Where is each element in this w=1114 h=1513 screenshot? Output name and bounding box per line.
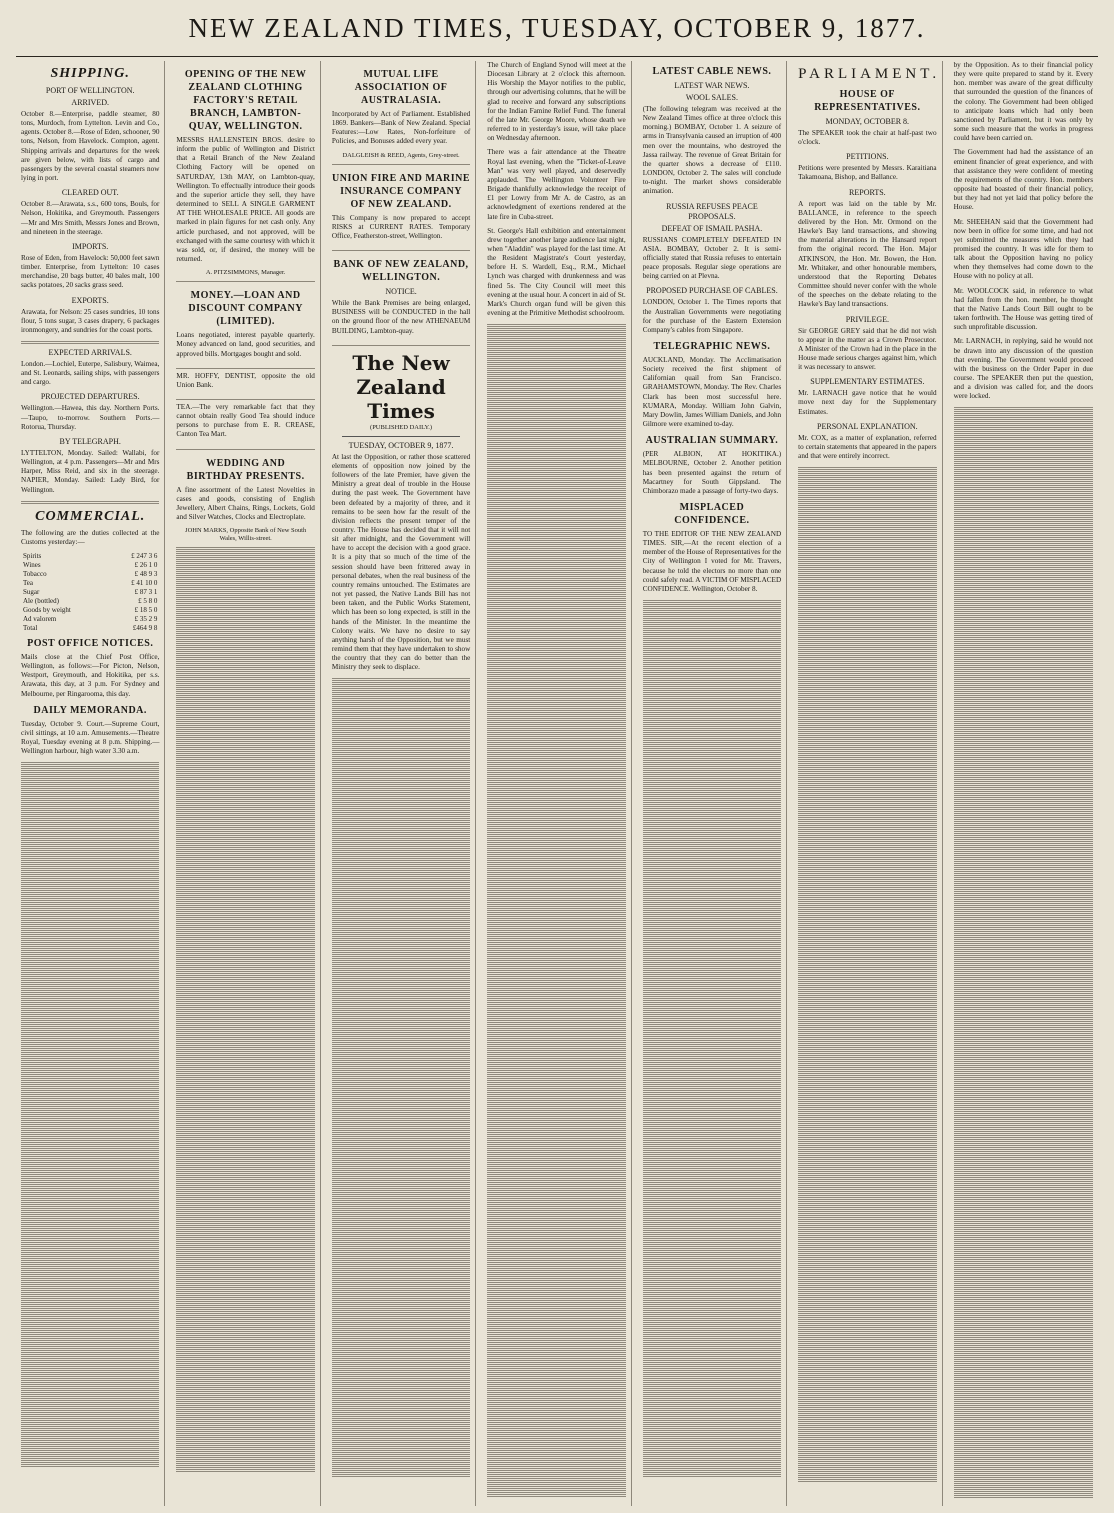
parliament-date: MONDAY, OCTOBER 8. xyxy=(825,117,910,126)
table-row xyxy=(21,597,159,606)
post-heading: POST OFFICE NOTICES. xyxy=(27,638,154,649)
table-row xyxy=(21,606,159,615)
ad-title: WEDDING AND BIRTHDAY PRESENTS. xyxy=(186,457,305,482)
ad-body: MR. HOFFY, DENTIST, opposite the old Union Bank. xyxy=(176,371,315,389)
explanation-text: Mr. COX, as a matter of explanation, referred to certain statements that appeared in the papers and that were entirely incorrect. xyxy=(798,433,937,461)
local-news-text: There was a fair attendance at the Theatre Royal last evening, when the "Ticket-of-Leave Man" was very well played, and deservedly applauded. The Wellington Volunteer Fire Brigade thankfully acknowledge the receipt of £1 per Lowry from Mr A. de Castro, as an acknowledgment of exertions rendered at the late fire in Cuba-street. xyxy=(487,148,626,221)
imports-heading: IMPORTS. xyxy=(72,241,109,251)
commercial-heading: COMMERCIAL. xyxy=(35,508,146,524)
reports-text: A report was laid on the table by Mr. BALLANCE, in reference to the speech delivered by the Hon. Mr. Ormond on the Hawke's Bay land transactions, and showing the material alterations in the Hansard report from the original record. The Hon. Major ATKINSON, the Hon. Mr. Bowen, the Hon. Mr. Whitaker, and other honourable members, understood that the Reporting Debates Committee should never confer with the whole of the speeches on the debate relating to the Hawke's Bay land transactions. xyxy=(798,199,937,309)
duty-item: Spirits xyxy=(23,552,42,560)
debate-text: Mr. SHEEHAN said that the Government had now been in office for some time, and had not yet submitted the measures which they had promised the country. It was idle for them to talk about the Opposition having no policy when they themselves had come down to the House with no policy at all. xyxy=(953,217,1093,281)
commercial-intro: The following are the duties collected at the Customs yesterday:— xyxy=(21,528,160,546)
table-row xyxy=(21,561,159,570)
telegraphic-text: AUCKLAND, Monday. The Acclimatisation Society received the first shipment of Californian quail from San Francisco. GRAHAMSTOWN, Monday. The Rev. Charles Clark has been most successful here. KUMARA, Monday. William John Galvin, Mary Dowlin, James William Daniels, and John Gilmore were examined to-day. xyxy=(642,355,782,429)
war-text: RUSSIANS COMPLETELY DEFEATED IN ASIA. BOMBAY, October 2. It is semi-officially stated that Russia refuses to entertain peace proposals. Regular siege operations are being carried on at Plevna. xyxy=(642,235,782,281)
column-local-news xyxy=(482,61,631,1506)
telegraph-text: LYTTELTON, Monday. Sailed: Wallabi, for Wellington, at 4 p.m. Passengers—Mr and Mrs Harper, Miss Reid, and six in the steerage. NAPIER, Monday. Sailed: Lady Bird, for Wellington. xyxy=(21,448,160,494)
column-advertisements xyxy=(171,61,320,1506)
projected-heading: PROJECTED DEPARTURES. xyxy=(40,392,140,402)
duty-item: Tobacco xyxy=(23,570,47,578)
loan-company-ad xyxy=(176,282,314,368)
ad-title: MONEY.—LOAN AND DISCOUNT COMPANY (LIMITED). xyxy=(188,290,303,328)
reports-heading: REPORTS. xyxy=(849,187,886,197)
duty-amount: £ 87 3 1 xyxy=(134,588,158,596)
explanation-heading: PERSONAL EXPLANATION. xyxy=(817,421,918,431)
ad-body: While the Bank Premises are being enlarged, BUSINESS will be CONDUCTED in the hall on the ground floor of the new ATHENAEUM BUILDING, Lambton-quay. xyxy=(331,299,471,335)
ad-body: MESSRS HALLENSTEIN BROS. desire to inform the public of Wellington and District that a Retail Branch of the New Zealand Clothing Factory will be opened on SATURDAY, 13th MAY, on Lambton-quay, Wellington. To effectually introduce their goods and the superior article they sell, they have determined to SELL A SINGLE GARMENT AT THE WHOLESALE PRICE. All goods are marked in plain figures for net cash only. Any article purchased, and not approved, will be exchanged with the same courtesy with which it was sold, or, if desired, the money will be returned. xyxy=(176,136,315,264)
house-heading: HOUSE OF REPRESENTATIVES. xyxy=(814,89,921,113)
leader-text: At last the Opposition, or rather those scattered elements of opposition now joined by the followers of the late Premier, have given the Ministry a great deal of trouble in the House during the past week. The Government have been defeated by a majority of three, and it remains to be seen how far the result of the division reflects the present temper of the country. The House has decided that it will not sit after midnight, and the Government will have to accept the decision with a good grace. It is a pity that so much of the time of the session should have been frittered away in personal debates, when the real business of the country remains untouched. The Estimates are not yet passed, the Native Lands Bill has not been taken, and the Public Works Statement, which has been so long expected, is still in the hands of the Minister. In the meantime the Colony waits. We have no desire to say anything harsh of the Opposition, but we must remind them that they have undertaken to show the country that they can do better than the Ministry they seek to displace. xyxy=(331,452,471,672)
table-row xyxy=(21,579,159,588)
cleared-heading: CLEARED OUT. xyxy=(61,188,119,198)
duty-amount: £ 247 3 6 xyxy=(131,552,158,560)
duty-item: Sugar xyxy=(23,588,40,596)
ad-body: A fine assortment of the Latest Novelties in cases and goods, consisting of English Jewellery, Albert Chains, Rings, Lockets, Gold and Silver Watches, Clocks and Electroplate. xyxy=(176,485,315,522)
shipping-heading: SHIPPING. xyxy=(50,66,130,81)
post-text: Mails close at the Chief Post Office, Wellington, as follows:—For Picton, Nelson, Westport, Greymouth, and Hokitika, per s.s. Arawata, this day, at 3 p.m. For Sydney and Melbourne, per Ringarooma, this day. xyxy=(21,653,160,698)
ad-subtitle: NOTICE. xyxy=(385,287,417,297)
text-filler xyxy=(21,500,159,504)
debate-text: The Government had had the assistance of an eminent financier of great experience, and with that assistance they were confident of meeting the requirements of the country. Hon. members opposite had boasted of their financial policy, but they had not yet laid that policy before the House. xyxy=(953,148,1093,212)
ad-body: TEA.—The very remarkable fact that they cannot obtain really Good Tea should induce persons to purchase from E. R. CREASE, Canton Tea Mart. xyxy=(176,402,315,439)
port-heading: PORT OF WELLINGTON. xyxy=(45,86,135,95)
column-cable-news xyxy=(638,61,787,1506)
presents-ad xyxy=(176,450,314,549)
arrived-text: October 8.—Enterprise, paddle steamer, 80 tons, Murdoch, from Lyttelton. Levin and Co., agents. October 8.—Rose of Eden, schooner, 90 tons, Nelson, from Havelock. Compton, agent. Shipping arrivals and departures for the week are given below, with lists of cargo and passengers by the several coastal steamers now lying in port. xyxy=(21,110,160,183)
cables-text: LONDON, October 1. The Times reports that the Australian Governments were negotiating for the purchase of the Eastern Extension Company's cables from Singapore. xyxy=(642,298,782,334)
memoranda-text: Tuesday, October 9. Court.—Supreme Court, civil sittings, at 10 a.m. Amusements.—Theatre Royal, Tuesday evening at 8 p.m. Shipping.—Wellington harbour, high water 3.30 a.m. xyxy=(21,719,160,756)
text-filler xyxy=(798,466,936,1482)
ad-title: MUTUAL LIFE ASSOCIATION OF AUSTRALASIA. xyxy=(354,69,448,106)
cable-text: (The following telegram was received at the New Zealand Times office at three o'clock this morning.) BOMBAY, October 1. A seizure of arms in Transylvania caused an irruption of 400 men over the mountains, who destroyed the Jassa railway. The revenue of Great Britain for the quarter shows a decrease of £110. LONDON, October 2. The sales will conclude to-night. The market shows considerable animation. xyxy=(642,105,782,196)
estimates-text: Mr. LARNACH gave notice that he would move next day for the Supplementary Estimates. xyxy=(798,389,937,416)
local-news-text: St. George's Hall exhibition and entertainment drew together another large audience last night, when "Aladdin" was played for the last time. At the Resident Magistrate's Court yesterday, before H. S. Wardell, Esq., R.M., Michael Lynch was charged with drunkenness and was fined 5s. The City Council will meet this evening at the usual hour. A concert in aid of St. Mark's Church organ fund will be given this evening at the Primitive Methodist schoolroom. xyxy=(487,226,626,318)
columns xyxy=(16,61,1098,1506)
defeat-heading: DEFEAT OF ISMAIL PASHA. xyxy=(661,223,763,233)
telegraph-heading: BY TELEGRAPH. xyxy=(59,436,121,446)
war-heading: LATEST WAR NEWS. xyxy=(674,81,750,90)
exports-text: Arawata, for Nelson: 25 cases sundries, 10 tons flour, 5 tons sugar, 3 cases drapery, 6 packages ironmongery, and sundries for the coast ports. xyxy=(21,307,160,334)
duty-amount: £ 48 9 3 xyxy=(134,570,158,578)
duty-item: Ad valorem xyxy=(23,615,57,623)
ad-signature: DALGLEISH & REED, Agents, Grey-street. xyxy=(342,151,460,159)
petitions-heading: PETITIONS. xyxy=(846,152,889,162)
expected-heading: EXPECTED ARRIVALS. xyxy=(48,347,132,357)
australian-heading: AUSTRALIAN SUMMARY. xyxy=(645,435,779,447)
text-filler xyxy=(954,406,1093,1498)
column-shipping xyxy=(16,61,165,1506)
ad-body: Loans negotiated, interest payable quarterly. Money advanced on land, good securities, and approved bills. Mortgages bought and sold. xyxy=(176,331,315,358)
newspaper-logo: The New Zealand Times xyxy=(352,350,450,423)
tea-ad xyxy=(176,400,314,450)
duty-total: £464 9 8 xyxy=(132,624,158,632)
duty-amount: £ 26 1 0 xyxy=(134,561,158,569)
dentist-ad xyxy=(176,369,314,400)
memoranda-heading: DAILY MEMORANDA. xyxy=(33,704,147,716)
ad-body: Incorporated by Act of Parliament. Established 1869. Bankers—Bank of New Zealand. Special Features:—Low Rates, Non-forfeiture of Policies, and Bonuses added every year. xyxy=(331,110,471,146)
peace-heading: RUSSIA REFUSES PEACE PROPOSALS. xyxy=(666,201,758,221)
arrived-heading: ARRIVED. xyxy=(71,98,109,107)
expected-text: London.—Lochiel, Euterpe, Salisbury, Waimea, and St. Leonards, sailing ships, with passengers and cargo. xyxy=(21,359,160,387)
telegraphic-heading: TELEGRAPHIC NEWS. xyxy=(653,340,771,352)
column-parliament xyxy=(793,61,942,1506)
local-news-text: The Church of England Synod will meet at the Diocesan Library at 2 o'clock this afternoon. His Worship the Mayor notifies to the public, through our advertising columns, that he will be glad to receive and forward any subscriptions for the Indian Famine Relief Fund. The funeral of the late Mr. George Moore, whose death we referred to in yesterday's issue, will take place on Wednesday afternoon. xyxy=(487,61,626,143)
duty-item: Wines xyxy=(23,561,41,569)
mutual-life-ad xyxy=(332,61,470,165)
column-leader xyxy=(327,61,476,1506)
debate-text: Mr. LARNACH, in replying, said he would not be drawn into any discussion of the question that evening. The Government would proceed with the business on the Order Paper in due course. The SPEAKER then put the question, and a division was called for, and the doors were locked. xyxy=(953,337,1093,401)
cables-heading: PROPOSED PURCHASE OF CABLES. xyxy=(646,286,778,296)
masthead: NEW ZEALAND TIMES, TUESDAY, OCTOBER 9, 1877. xyxy=(16,0,1098,57)
ad-title: OPENING OF THE NEW ZEALAND CLOTHING FACTORY'S RETAIL BRANCH, LAMBTON-QUAY, WELLINGTON. xyxy=(184,69,307,132)
table-row xyxy=(21,552,159,561)
wool-heading: WOOL SALES. xyxy=(685,93,738,102)
imports-text: Rose of Eden, from Havelock: 50,000 feet sawn timber. Enterprise, from Lyttelton: 10 cases merchandise, 20 bags butter, 40 bales malt, 100 sacks potatoes, 20 sacks grass seed. xyxy=(21,253,160,290)
clothing-factory-ad xyxy=(176,61,314,282)
text-filler xyxy=(176,548,314,1473)
duty-amount: £ 18 5 0 xyxy=(134,606,158,614)
ad-title: UNION FIRE AND MARINE INSURANCE COMPANY OF NEW ZEALAND. xyxy=(332,172,471,210)
privilege-text: Sir GEORGE GREY said that he did not wish to appear in the matter as a Crown Prosecutor. A Minister of the Crown had in the place in the House made serious charges against him, which it was necessary to answer. xyxy=(798,326,937,372)
leader-date: TUESDAY, OCTOBER 9, 1877. xyxy=(348,440,454,450)
text-filler xyxy=(21,340,159,344)
parliament-intro: The SPEAKER took the chair at half-past two o'clock. xyxy=(798,129,937,147)
duties-table xyxy=(21,552,159,633)
duty-total-label: Total xyxy=(23,624,38,632)
published-daily: (PUBLISHED DAILY.) xyxy=(370,423,433,431)
table-row xyxy=(21,570,159,579)
cable-heading: LATEST CABLE NEWS. xyxy=(652,66,772,77)
ad-body: This Company is now prepared to accept RISKS at CURRENT RATES. Temporary Office, Featherston-street, Wellington. xyxy=(331,213,471,240)
duty-item: Tea xyxy=(23,579,34,587)
cleared-text: October 8.—Arawata, s.s., 600 tons, Bouls, for Nelson, Hokitika, and Greymouth. Passengers—Mr and Mrs Smith, Messrs Jones and Brown, and nineteen in the steerage. xyxy=(21,200,160,236)
bank-notice-ad xyxy=(332,251,470,346)
text-filler xyxy=(643,599,781,1478)
confidence-heading: MISPLACED CONFIDENCE. xyxy=(674,502,750,526)
estimates-heading: SUPPLEMENTARY ESTIMATES. xyxy=(810,377,925,387)
projected-text: Wellington.—Hawea, this day. Northern Ports.—Taupo, to-morrow. Southern Ports.—Rotorua, Thursday. xyxy=(21,404,160,431)
duty-amount: £ 35 2 9 xyxy=(134,615,158,623)
ad-signature: A. PITZSIMMONS, Manager. xyxy=(205,269,286,277)
parliament-heading: PARLIAMENT. xyxy=(798,66,941,82)
text-filler xyxy=(487,323,625,1498)
duty-amount: £ 41 10 0 xyxy=(131,579,158,587)
exports-heading: EXPORTS. xyxy=(71,295,109,305)
privilege-heading: PRIVILEGE. xyxy=(845,314,890,324)
text-filler xyxy=(21,761,159,1467)
duty-item: Goods by weight xyxy=(23,606,71,614)
duty-item: Ale (bottled) xyxy=(23,597,59,605)
australian-text: (PER ALBION, AT HOKITIKA.) MELBOURNE, October 2. Another petition has been presented against the return of Macartney for South Gippsland. The Chimborazo made a passage of forty-two days. xyxy=(642,450,782,495)
petitions-text: Petitions were presented by Messrs. Karaitiana Takamoana, Bishop, and Ballance. xyxy=(798,164,937,182)
ad-title: BANK OF NEW ZEALAND, WELLINGTON. xyxy=(333,259,469,284)
ad-signature: JOHN MARKS, Opposite Bank of New South Wales, Willis-street. xyxy=(185,527,307,543)
table-row xyxy=(21,624,159,633)
table-row xyxy=(21,588,159,597)
table-row xyxy=(21,615,159,624)
union-insurance-ad xyxy=(332,165,470,251)
column-parliament-continued xyxy=(949,61,1098,1506)
confidence-text: TO THE EDITOR OF THE NEW ZEALAND TIMES. SIR,—At the recent election of a member of the House of Representatives for the City of Wellington I voted for Mr. Travers, because he told the electors no more than one could safely read. A VICTIM OF MISPLACED CONFIDENCE. Wellington, October 8. xyxy=(642,530,782,593)
debate-text: by the Opposition. As to their financial policy they were quite prepared to stand by it. Every hon. member was aware of the great difficulty that surrounded the question of the finances of the colony. The Government had been obliged to anticipate loans which had only been sanctioned by Parliament, but it was only by some such measure that the works in progress could have been carried on. xyxy=(953,61,1093,143)
duty-amount: £ 5 8 0 xyxy=(138,597,158,605)
divider xyxy=(342,436,460,437)
text-filler xyxy=(332,677,470,1478)
debate-text: Mr. WOOLCOCK said, in reference to what had fallen from the hon. member, he thought that the Native Lands Court Bill ought to be taken forthwith. The House was getting tired of such unprofitable discussion. xyxy=(953,286,1093,332)
